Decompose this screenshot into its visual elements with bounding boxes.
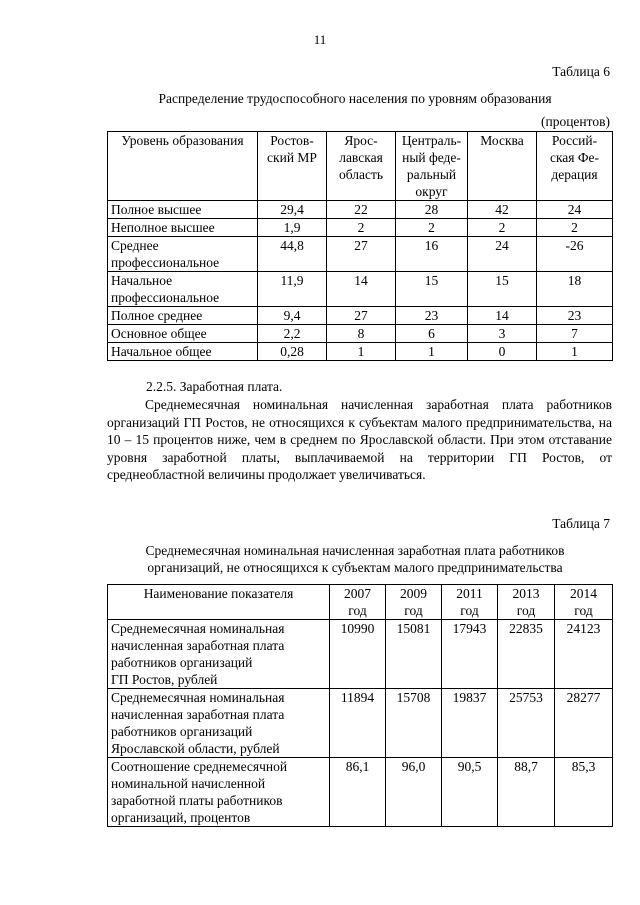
table6-header-text: область (338, 167, 384, 182)
table6-cell-value: 42 (468, 201, 537, 219)
table6-cell-value: 2,2 (258, 325, 327, 343)
table7-title-line2: организаций, не относящихся к субъектам малого предпринимательства (147, 560, 563, 575)
table7-title-line1: Среднемесячная номинальная начисленная заработная плата работников (145, 543, 565, 558)
table6-row (108, 237, 613, 272)
table7-row-name-text: номинальной начисленной (111, 776, 266, 791)
table7-cell-value: 10990 (330, 620, 386, 689)
table6-header-cell (327, 132, 396, 201)
table6-cell-value: 23 (537, 307, 613, 325)
table6-header-text: Россий- (551, 133, 598, 148)
section-paragraph: Среднемесячная номинальная начисленная заработная плата работников организаций ГП Ростов, не относящихся к субъектам малого предпринимательства, на 10 – 15 процентов ниже, чем в среднем по Ярославской области. При этом отставание уровня заработной платы, выплачиваемой на территории ГП Ростов, от среднеобластной величины продолжает увеличиваться. (107, 397, 612, 482)
table6-header-text: ская Фе- (549, 150, 600, 165)
table6-header-text: ральный (406, 167, 457, 182)
table6-row-name (108, 272, 258, 307)
page-number: 11 (313, 32, 327, 47)
table6-row-name-text: Неполное высшее (111, 220, 215, 235)
table7-row-name (108, 689, 330, 758)
table7-cell-value: 90,5 (442, 758, 498, 827)
table6-header-text: дерация (551, 167, 598, 182)
section-heading: 2.2.5. Заработная плата. (146, 379, 283, 394)
table7-header-row (108, 585, 613, 620)
table6-cell-value: 6 (396, 325, 468, 343)
table7-row-name-text: Среднемесячная номинальная (111, 621, 285, 636)
table6-cell-value: 8 (327, 325, 396, 343)
table7-row-name-text: работников организаций (111, 655, 253, 670)
table7-cell-value: 24123 (555, 620, 613, 689)
table6-cell-value: 1 (396, 343, 468, 361)
table6-row (108, 219, 613, 237)
table6-cell-value: 9,4 (258, 307, 327, 325)
table6-header-text: Москва (480, 133, 524, 148)
table6-cell-value: 22 (327, 201, 396, 219)
table7-row (108, 758, 613, 827)
table6-header-text: Уровень образования (121, 133, 244, 148)
table7-row-name-text: ГП Ростов, рублей (111, 672, 218, 687)
table6-cell-value: 29,4 (258, 201, 327, 219)
table7-row-name-text: работников организаций (111, 724, 253, 739)
table6-cell-value: 28 (396, 201, 468, 219)
table6-cell-value: 2 (327, 219, 396, 237)
table7-header-text: год (574, 603, 593, 618)
table7-cell-value: 88,7 (498, 758, 555, 827)
table6-row-name-text: Основное общее (111, 326, 207, 341)
table6-cell-value: 18 (537, 272, 613, 307)
table7-row-name-text: заработной платы работников (111, 793, 283, 808)
table6-cell-value: 27 (327, 307, 396, 325)
table6-cell-value: 2 (396, 219, 468, 237)
table6-cell-value: 11,9 (258, 272, 327, 307)
table7-header-text: 2011 (456, 586, 483, 601)
table6 (107, 131, 613, 361)
table6-cell-value: 27 (327, 237, 396, 272)
table6-cell-value: 3 (468, 325, 537, 343)
table7-header-text: год (460, 603, 479, 618)
table6-row-name (108, 219, 258, 237)
table6-cell-value: 15 (468, 272, 537, 307)
table7-cell-value: 85,3 (555, 758, 613, 827)
table6-row-name-text: профессиональное (111, 290, 220, 305)
table6-header-text: округ (415, 184, 448, 199)
table6-title: Распределение трудоспособного населения по уровням образования (158, 91, 552, 106)
table7-row (108, 620, 613, 689)
table6-cell-value: 0,28 (258, 343, 327, 361)
table6-row (108, 325, 613, 343)
table6-cell-value: 24 (537, 201, 613, 219)
table6-cell-value: 1 (537, 343, 613, 361)
table7-header-text: год (516, 603, 536, 618)
table7-cell-value: 15708 (386, 689, 442, 758)
table6-row-name (108, 325, 258, 343)
table7-cell-value: 28277 (555, 689, 613, 758)
table6-header-text: Ярос- (344, 133, 378, 148)
table7 (107, 584, 613, 827)
table7-header-cell (386, 585, 442, 620)
table6-cell-value: 44,8 (258, 237, 327, 272)
table6-row-name-text: Полное среднее (111, 308, 203, 323)
table6-cell-value: 14 (468, 307, 537, 325)
table6-cell-value: 23 (396, 307, 468, 325)
table7-row (108, 689, 613, 758)
table6-unit: (процентов) (540, 114, 610, 129)
table6-cell-value: 0 (468, 343, 537, 361)
table7-header-text: 2009 (400, 586, 427, 601)
table7-cell-value: 96,0 (386, 758, 442, 827)
table7-title (100, 542, 610, 576)
table7-header-text: 2007 (344, 586, 371, 601)
table7-row-name-text: начисленная заработная плата (111, 707, 285, 722)
table6-row-name-text: Начальное (111, 273, 173, 288)
table6-header-text: ный феде- (402, 150, 461, 165)
table7-header-text: Наименование показателя (143, 586, 294, 601)
table6-header-text: лавская (339, 150, 383, 165)
table6-header-cell (468, 132, 537, 201)
table7-row-name-text: начисленная заработная плата (111, 638, 285, 653)
table7-cell-value: 17943 (442, 620, 498, 689)
table7-row-name-text: Соотношение среднемесячной (111, 759, 288, 774)
table6-header-cell (396, 132, 468, 201)
table7-header-cell (555, 585, 613, 620)
table6-cell-value: 7 (537, 325, 613, 343)
table6-header-text: ский МР (267, 150, 317, 165)
table6-row (108, 343, 613, 361)
table6-row (108, 201, 613, 219)
table7-row-name (108, 758, 330, 827)
table6-cell-value: -26 (537, 237, 613, 272)
table6-header-cell (537, 132, 613, 201)
table7-row-name (108, 620, 330, 689)
table7-header-cell (330, 585, 386, 620)
table6-cell-value: 24 (468, 237, 537, 272)
table6-header-cell (258, 132, 327, 201)
table6-header-text: Централь- (401, 133, 462, 148)
table6-cell-value: 1 (327, 343, 396, 361)
table6-row-name (108, 343, 258, 361)
table6-row-name-text: Начальное общее (111, 344, 212, 359)
table7-header-text: год (404, 603, 423, 618)
table6-cell-value: 2 (468, 219, 537, 237)
table7-header-text: 2013 (512, 586, 540, 601)
table6-cell-value: 1,9 (258, 219, 327, 237)
table7-header-text: 2014 (570, 586, 597, 601)
table7-row-name-text: Среднемесячная номинальная (111, 690, 285, 705)
table7-cell-value: 19837 (442, 689, 498, 758)
table6-row-name-text: Полное высшее (111, 202, 202, 217)
table6-label: Таблица 6 (552, 64, 610, 79)
table6-row-name-text: Среднее (111, 238, 159, 253)
table7-label: Таблица 7 (552, 516, 610, 531)
table6-row-name-text: профессиональное (111, 255, 220, 270)
table7-cell-value: 11894 (330, 689, 386, 758)
table6-row (108, 272, 613, 307)
table7-header-cell (498, 585, 555, 620)
table7-cell-value: 22835 (498, 620, 555, 689)
table6-header-text: Ростов- (270, 133, 314, 148)
table6-cell-value: 15 (396, 272, 468, 307)
table7-header-text: год (348, 603, 367, 618)
table6-row-name (108, 307, 258, 325)
table7-cell-value: 25753 (498, 689, 555, 758)
table7-row-name-text: Ярославской области, рублей (111, 741, 280, 756)
table7-header-cell (442, 585, 498, 620)
table6-row-name (108, 237, 258, 272)
table7-row-name-text: организаций, процентов (111, 810, 251, 825)
table6-cell-value: 2 (537, 219, 613, 237)
table7-cell-value: 15081 (386, 620, 442, 689)
table6-header-row (108, 132, 613, 201)
table6-cell-value: 16 (396, 237, 468, 272)
table6-row (108, 307, 613, 325)
table6-header-cell (108, 132, 258, 201)
table7-cell-value: 86,1 (330, 758, 386, 827)
table6-cell-value: 14 (327, 272, 396, 307)
table6-row-name (108, 201, 258, 219)
table7-header-cell (108, 585, 330, 620)
